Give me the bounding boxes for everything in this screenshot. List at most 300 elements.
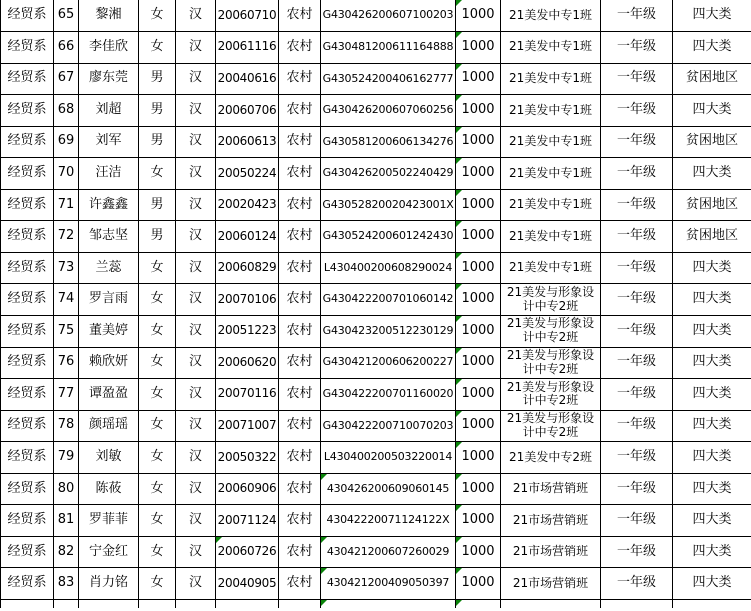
ethnicity-cell[interactable] xyxy=(176,347,216,379)
number-stored-as-text-flag-icon xyxy=(456,474,462,480)
cell-text: 经贸系 xyxy=(7,133,47,149)
birth-date-cell[interactable] xyxy=(216,95,279,127)
amount-cell[interactable] xyxy=(456,473,501,505)
table-row-partial xyxy=(1,599,751,608)
id-number-cell[interactable] xyxy=(321,189,456,221)
category-cell[interactable] xyxy=(673,95,751,127)
id-number-cell[interactable] xyxy=(321,315,456,347)
ethnicity-cell[interactable] xyxy=(176,442,216,474)
department-cell[interactable] xyxy=(1,410,54,442)
class-name-cell[interactable] xyxy=(501,32,601,64)
cell-text: 76 xyxy=(57,354,75,370)
birth-date-cell[interactable] xyxy=(216,505,279,537)
grade-cell[interactable] xyxy=(601,126,673,158)
id-number-cell[interactable] xyxy=(321,221,456,253)
gender-cell[interactable] xyxy=(139,0,176,32)
id-number-cell[interactable] xyxy=(321,568,456,600)
origin-cell[interactable] xyxy=(279,410,321,442)
gender-cell[interactable] xyxy=(139,32,176,64)
row-number-cell[interactable] xyxy=(54,284,79,316)
grade-cell[interactable] xyxy=(601,410,673,442)
cell-text: 女 xyxy=(150,165,164,181)
class-name-cell[interactable] xyxy=(501,0,601,32)
row-number-cell[interactable] xyxy=(54,568,79,600)
birth-date-cell[interactable] xyxy=(216,442,279,474)
grade-cell[interactable] xyxy=(601,63,673,95)
student-name-cell[interactable] xyxy=(79,32,139,64)
cell-text: 女 xyxy=(150,354,164,370)
origin-cell[interactable] xyxy=(279,536,321,568)
student-name-cell[interactable] xyxy=(79,189,139,221)
ethnicity-cell[interactable] xyxy=(176,568,216,600)
department-cell[interactable] xyxy=(1,284,54,316)
gender-cell[interactable] xyxy=(139,284,176,316)
origin-cell[interactable] xyxy=(279,32,321,64)
cell-text: L430400200608290024 xyxy=(323,260,453,274)
student-name-cell[interactable] xyxy=(79,442,139,474)
class-name-cell[interactable] xyxy=(501,315,601,347)
class-name-cell[interactable] xyxy=(501,284,601,316)
row-number-cell[interactable] xyxy=(54,473,79,505)
student-name-cell[interactable] xyxy=(79,126,139,158)
amount-cell[interactable] xyxy=(456,252,501,284)
ethnicity-cell[interactable] xyxy=(176,315,216,347)
id-number-cell[interactable] xyxy=(321,95,456,127)
origin-cell[interactable] xyxy=(279,473,321,505)
ethnicity-cell[interactable] xyxy=(176,126,216,158)
ethnicity-cell[interactable] xyxy=(176,410,216,442)
category-cell[interactable] xyxy=(673,126,751,158)
row-number-cell[interactable] xyxy=(54,95,79,127)
department-cell[interactable] xyxy=(1,221,54,253)
amount-cell[interactable] xyxy=(456,568,501,600)
category-cell[interactable] xyxy=(673,379,751,411)
cell-text: 陈莜 xyxy=(95,480,122,496)
birth-date-cell[interactable] xyxy=(216,221,279,253)
gender-cell[interactable] xyxy=(139,379,176,411)
grade-cell[interactable] xyxy=(601,505,673,537)
class-name-cell[interactable] xyxy=(501,568,601,600)
ethnicity-cell[interactable] xyxy=(176,158,216,190)
birth-date-cell[interactable] xyxy=(216,568,279,600)
birth-date-cell[interactable] xyxy=(216,32,279,64)
birth-date-cell[interactable] xyxy=(216,473,279,505)
gender-cell[interactable] xyxy=(139,568,176,600)
row-number-cell[interactable] xyxy=(54,599,79,608)
row-number-cell[interactable] xyxy=(54,536,79,568)
student-name-cell[interactable] xyxy=(79,252,139,284)
grade-cell[interactable] xyxy=(601,473,673,505)
class-name-cell[interactable] xyxy=(501,63,601,95)
id-number-cell[interactable] xyxy=(321,126,456,158)
id-number-cell[interactable] xyxy=(321,0,456,32)
origin-cell[interactable] xyxy=(279,158,321,190)
id-number-cell[interactable] xyxy=(321,63,456,95)
number-stored-as-text-flag-icon xyxy=(456,442,462,448)
grade-cell[interactable] xyxy=(601,599,673,608)
gender-cell[interactable] xyxy=(139,347,176,379)
class-name-cell[interactable] xyxy=(501,252,601,284)
number-stored-as-text-flag-icon xyxy=(321,537,327,543)
student-name-cell[interactable] xyxy=(79,599,139,608)
row-number-cell[interactable] xyxy=(54,126,79,158)
ethnicity-cell[interactable] xyxy=(176,379,216,411)
grade-cell[interactable] xyxy=(601,379,673,411)
row-number-cell[interactable] xyxy=(54,379,79,411)
gender-cell[interactable] xyxy=(139,63,176,95)
ethnicity-cell[interactable] xyxy=(176,63,216,95)
department-cell[interactable] xyxy=(1,189,54,221)
department-cell[interactable] xyxy=(1,315,54,347)
category-cell[interactable] xyxy=(673,473,751,505)
origin-cell[interactable] xyxy=(279,347,321,379)
amount-cell[interactable] xyxy=(456,63,501,95)
student-name-cell[interactable] xyxy=(79,284,139,316)
id-number-cell[interactable] xyxy=(321,158,456,190)
category-cell[interactable] xyxy=(673,252,751,284)
cell-text: 71 xyxy=(57,196,75,212)
student-name-cell[interactable] xyxy=(79,63,139,95)
ethnicity-cell[interactable] xyxy=(176,473,216,505)
class-name-cell[interactable] xyxy=(501,442,601,474)
student-name-cell[interactable] xyxy=(79,568,139,600)
cell-text: 农村 xyxy=(286,448,313,464)
category-cell[interactable] xyxy=(673,189,751,221)
origin-cell[interactable] xyxy=(279,189,321,221)
id-number-cell[interactable] xyxy=(321,252,456,284)
cell-text: 20070106 xyxy=(217,291,277,306)
cell-text: 21市场营销班 xyxy=(512,544,589,559)
cell-text: G430426200607100203 xyxy=(322,8,454,22)
department-cell[interactable] xyxy=(1,95,54,127)
grade-cell[interactable] xyxy=(601,0,673,32)
cell-text: 汉 xyxy=(188,322,202,338)
row-number-cell[interactable] xyxy=(54,0,79,32)
cell-text: 1000 xyxy=(461,354,495,370)
class-name-cell[interactable] xyxy=(501,473,601,505)
grade-cell[interactable] xyxy=(601,32,673,64)
cell-text: 女 xyxy=(150,259,164,275)
cell-text: 一年级 xyxy=(616,7,656,23)
department-cell[interactable] xyxy=(1,505,54,537)
category-cell[interactable] xyxy=(673,347,751,379)
cell-text: 79 xyxy=(57,448,75,464)
grade-cell[interactable] xyxy=(601,158,673,190)
gender-cell[interactable] xyxy=(139,536,176,568)
cell-text: 20060906 xyxy=(217,481,277,496)
row-number-cell[interactable] xyxy=(54,505,79,537)
id-number-cell[interactable] xyxy=(321,347,456,379)
department-cell[interactable] xyxy=(1,568,54,600)
department-cell[interactable] xyxy=(1,252,54,284)
student-name-cell[interactable] xyxy=(79,536,139,568)
row-number-cell[interactable] xyxy=(54,347,79,379)
birth-date-cell[interactable] xyxy=(216,0,279,32)
gender-cell[interactable] xyxy=(139,221,176,253)
cell-text: 汉 xyxy=(188,7,202,23)
table-body xyxy=(1,0,751,608)
category-cell[interactable] xyxy=(673,284,751,316)
birth-date-cell[interactable] xyxy=(216,189,279,221)
category-cell[interactable] xyxy=(673,0,751,32)
department-cell[interactable] xyxy=(1,442,54,474)
grade-cell[interactable] xyxy=(601,221,673,253)
class-name-cell[interactable] xyxy=(501,379,601,411)
student-name-cell[interactable] xyxy=(79,221,139,253)
grade-cell[interactable] xyxy=(601,284,673,316)
row-number-cell[interactable] xyxy=(54,442,79,474)
origin-cell[interactable] xyxy=(279,442,321,474)
amount-cell[interactable] xyxy=(456,379,501,411)
row-number-cell[interactable] xyxy=(54,315,79,347)
grade-cell[interactable] xyxy=(601,568,673,600)
origin-cell[interactable] xyxy=(279,0,321,32)
category-cell[interactable] xyxy=(673,599,751,608)
birth-date-cell[interactable] xyxy=(216,126,279,158)
class-name-cell[interactable] xyxy=(501,410,601,442)
grade-cell[interactable] xyxy=(601,536,673,568)
number-stored-as-text-flag-icon xyxy=(456,284,462,290)
cell-text: 四大类 xyxy=(692,7,732,23)
class-name-cell[interactable] xyxy=(501,158,601,190)
gender-cell[interactable] xyxy=(139,158,176,190)
id-number-cell[interactable] xyxy=(321,32,456,64)
origin-cell[interactable] xyxy=(279,252,321,284)
student-name-cell[interactable] xyxy=(79,379,139,411)
ethnicity-cell[interactable] xyxy=(176,221,216,253)
cell-text: 20060613 xyxy=(217,134,277,149)
student-name-cell[interactable] xyxy=(79,158,139,190)
ethnicity-cell[interactable] xyxy=(176,599,216,608)
cell-text: 李佳欣 xyxy=(88,38,128,54)
department-cell[interactable] xyxy=(1,599,54,608)
class-name-cell[interactable] xyxy=(501,347,601,379)
amount-cell[interactable] xyxy=(456,505,501,537)
origin-cell[interactable] xyxy=(279,315,321,347)
amount-cell[interactable] xyxy=(456,410,501,442)
class-name-cell[interactable] xyxy=(501,189,601,221)
grade-cell[interactable] xyxy=(601,315,673,347)
origin-cell[interactable] xyxy=(279,284,321,316)
birth-date-cell[interactable] xyxy=(216,410,279,442)
category-cell[interactable] xyxy=(673,568,751,600)
table-row xyxy=(1,126,751,158)
origin-cell[interactable] xyxy=(279,568,321,600)
origin-cell[interactable] xyxy=(279,599,321,608)
birth-date-cell[interactable] xyxy=(216,536,279,568)
amount-cell[interactable] xyxy=(456,347,501,379)
id-number-cell[interactable] xyxy=(321,599,456,608)
amount-cell[interactable] xyxy=(456,599,501,608)
birth-date-cell[interactable] xyxy=(216,63,279,95)
row-number-cell[interactable] xyxy=(54,189,79,221)
cell-text: 75 xyxy=(57,322,75,338)
cell-text: 20050224 xyxy=(217,165,277,180)
gender-cell[interactable] xyxy=(139,442,176,474)
amount-cell[interactable] xyxy=(456,0,501,32)
department-cell[interactable] xyxy=(1,158,54,190)
row-number-cell[interactable] xyxy=(54,221,79,253)
ethnicity-cell[interactable] xyxy=(176,505,216,537)
grade-cell[interactable] xyxy=(601,189,673,221)
category-cell[interactable] xyxy=(673,158,751,190)
category-cell[interactable] xyxy=(673,221,751,253)
student-name-cell[interactable] xyxy=(79,95,139,127)
ethnicity-cell[interactable] xyxy=(176,252,216,284)
department-cell[interactable] xyxy=(1,63,54,95)
class-name-cell[interactable] xyxy=(501,599,601,608)
category-cell[interactable] xyxy=(673,505,751,537)
department-cell[interactable] xyxy=(1,0,54,32)
ethnicity-cell[interactable] xyxy=(176,536,216,568)
gender-cell[interactable] xyxy=(139,189,176,221)
cell-text: 男 xyxy=(150,196,164,212)
id-number-cell[interactable] xyxy=(321,505,456,537)
amount-cell[interactable] xyxy=(456,315,501,347)
cell-text: 1000 xyxy=(461,165,495,181)
class-name-cell[interactable] xyxy=(501,95,601,127)
cell-text: 汉 xyxy=(188,70,202,86)
birth-date-cell[interactable] xyxy=(216,347,279,379)
category-cell[interactable] xyxy=(673,32,751,64)
cell-text: 贫困地区 xyxy=(685,196,738,212)
amount-cell[interactable] xyxy=(456,126,501,158)
grade-cell[interactable] xyxy=(601,347,673,379)
student-name-cell[interactable] xyxy=(79,0,139,32)
gender-cell[interactable] xyxy=(139,410,176,442)
grade-cell[interactable] xyxy=(601,95,673,127)
cell-text: 72 xyxy=(57,228,75,244)
cell-text: 女 xyxy=(150,448,164,464)
cell-text: 1000 xyxy=(461,480,495,496)
cell-text: 一年级 xyxy=(616,322,656,338)
cell-text: 一年级 xyxy=(616,101,656,117)
grade-cell[interactable] xyxy=(601,442,673,474)
student-name-cell[interactable] xyxy=(79,473,139,505)
origin-cell[interactable] xyxy=(279,95,321,127)
cell-text: 农村 xyxy=(286,291,313,307)
ethnicity-cell[interactable] xyxy=(176,189,216,221)
row-number-cell[interactable] xyxy=(54,252,79,284)
cell-text: 21美发中专2班 xyxy=(509,449,592,464)
amount-cell[interactable] xyxy=(456,536,501,568)
origin-cell[interactable] xyxy=(279,221,321,253)
birth-date-cell[interactable] xyxy=(216,599,279,608)
cell-text: 贫困地区 xyxy=(685,228,738,244)
student-name-cell[interactable] xyxy=(79,315,139,347)
row-number-cell[interactable] xyxy=(54,32,79,64)
class-name-cell[interactable] xyxy=(501,221,601,253)
amount-cell[interactable] xyxy=(456,158,501,190)
gender-cell[interactable] xyxy=(139,473,176,505)
number-stored-as-text-flag-icon xyxy=(456,221,462,227)
number-stored-as-text-flag-icon xyxy=(456,0,462,6)
gender-cell[interactable] xyxy=(139,599,176,608)
ethnicity-cell[interactable] xyxy=(176,32,216,64)
number-stored-as-text-flag-icon xyxy=(456,348,462,354)
cell-text: 一年级 xyxy=(616,38,656,54)
birth-date-cell[interactable] xyxy=(216,315,279,347)
row-number-cell[interactable] xyxy=(54,410,79,442)
ethnicity-cell[interactable] xyxy=(176,284,216,316)
department-cell[interactable] xyxy=(1,32,54,64)
id-number-cell[interactable] xyxy=(321,473,456,505)
amount-cell[interactable] xyxy=(456,221,501,253)
origin-cell[interactable] xyxy=(279,63,321,95)
cell-text: 汉 xyxy=(188,480,202,496)
amount-cell[interactable] xyxy=(456,189,501,221)
student-name-cell[interactable] xyxy=(79,347,139,379)
department-cell[interactable] xyxy=(1,379,54,411)
cell-text: 经贸系 xyxy=(7,543,47,559)
gender-cell[interactable] xyxy=(139,95,176,127)
cell-text: 男 xyxy=(150,70,164,86)
id-number-cell[interactable] xyxy=(321,284,456,316)
cell-text: 四大类 xyxy=(692,165,732,181)
cell-text: 董美婷 xyxy=(88,322,128,338)
birth-date-cell[interactable] xyxy=(216,379,279,411)
gender-cell[interactable] xyxy=(139,252,176,284)
id-number-cell[interactable] xyxy=(321,536,456,568)
cell-text: 男 xyxy=(150,133,164,149)
class-name-cell[interactable] xyxy=(501,536,601,568)
cell-text: 1000 xyxy=(461,133,495,149)
gender-cell[interactable] xyxy=(139,315,176,347)
student-name-cell[interactable] xyxy=(79,410,139,442)
id-number-cell[interactable] xyxy=(321,379,456,411)
ethnicity-cell[interactable] xyxy=(176,0,216,32)
amount-cell[interactable] xyxy=(456,442,501,474)
amount-cell[interactable] xyxy=(456,95,501,127)
grade-cell[interactable] xyxy=(601,252,673,284)
row-number-cell[interactable] xyxy=(54,63,79,95)
id-number-cell[interactable] xyxy=(321,410,456,442)
table-row xyxy=(1,0,751,32)
amount-cell[interactable] xyxy=(456,284,501,316)
cell-text: 21市场营销班 xyxy=(512,575,589,590)
birth-date-cell[interactable] xyxy=(216,158,279,190)
department-cell[interactable] xyxy=(1,347,54,379)
department-cell[interactable] xyxy=(1,473,54,505)
category-cell[interactable] xyxy=(673,410,751,442)
category-cell[interactable] xyxy=(673,536,751,568)
birth-date-cell[interactable] xyxy=(216,252,279,284)
category-cell[interactable] xyxy=(673,442,751,474)
department-cell[interactable] xyxy=(1,126,54,158)
category-cell[interactable] xyxy=(673,63,751,95)
cell-text: G430524200601242430 xyxy=(322,229,454,243)
cell-text: 43042220071124122X xyxy=(326,513,450,527)
amount-cell[interactable] xyxy=(456,32,501,64)
cell-text: 21美发与形象设计中专2班 xyxy=(506,316,595,345)
class-name-cell[interactable] xyxy=(501,505,601,537)
id-number-cell[interactable] xyxy=(321,442,456,474)
origin-cell[interactable] xyxy=(279,505,321,537)
origin-cell[interactable] xyxy=(279,379,321,411)
cell-text: 20071007 xyxy=(217,417,277,432)
class-name-cell[interactable] xyxy=(501,126,601,158)
student-name-cell[interactable] xyxy=(79,505,139,537)
department-cell[interactable] xyxy=(1,536,54,568)
row-number-cell[interactable] xyxy=(54,158,79,190)
gender-cell[interactable] xyxy=(139,505,176,537)
gender-cell[interactable] xyxy=(139,126,176,158)
origin-cell[interactable] xyxy=(279,126,321,158)
ethnicity-cell[interactable] xyxy=(176,95,216,127)
cell-text: 1000 xyxy=(461,543,495,559)
category-cell[interactable] xyxy=(673,315,751,347)
birth-date-cell[interactable] xyxy=(216,284,279,316)
